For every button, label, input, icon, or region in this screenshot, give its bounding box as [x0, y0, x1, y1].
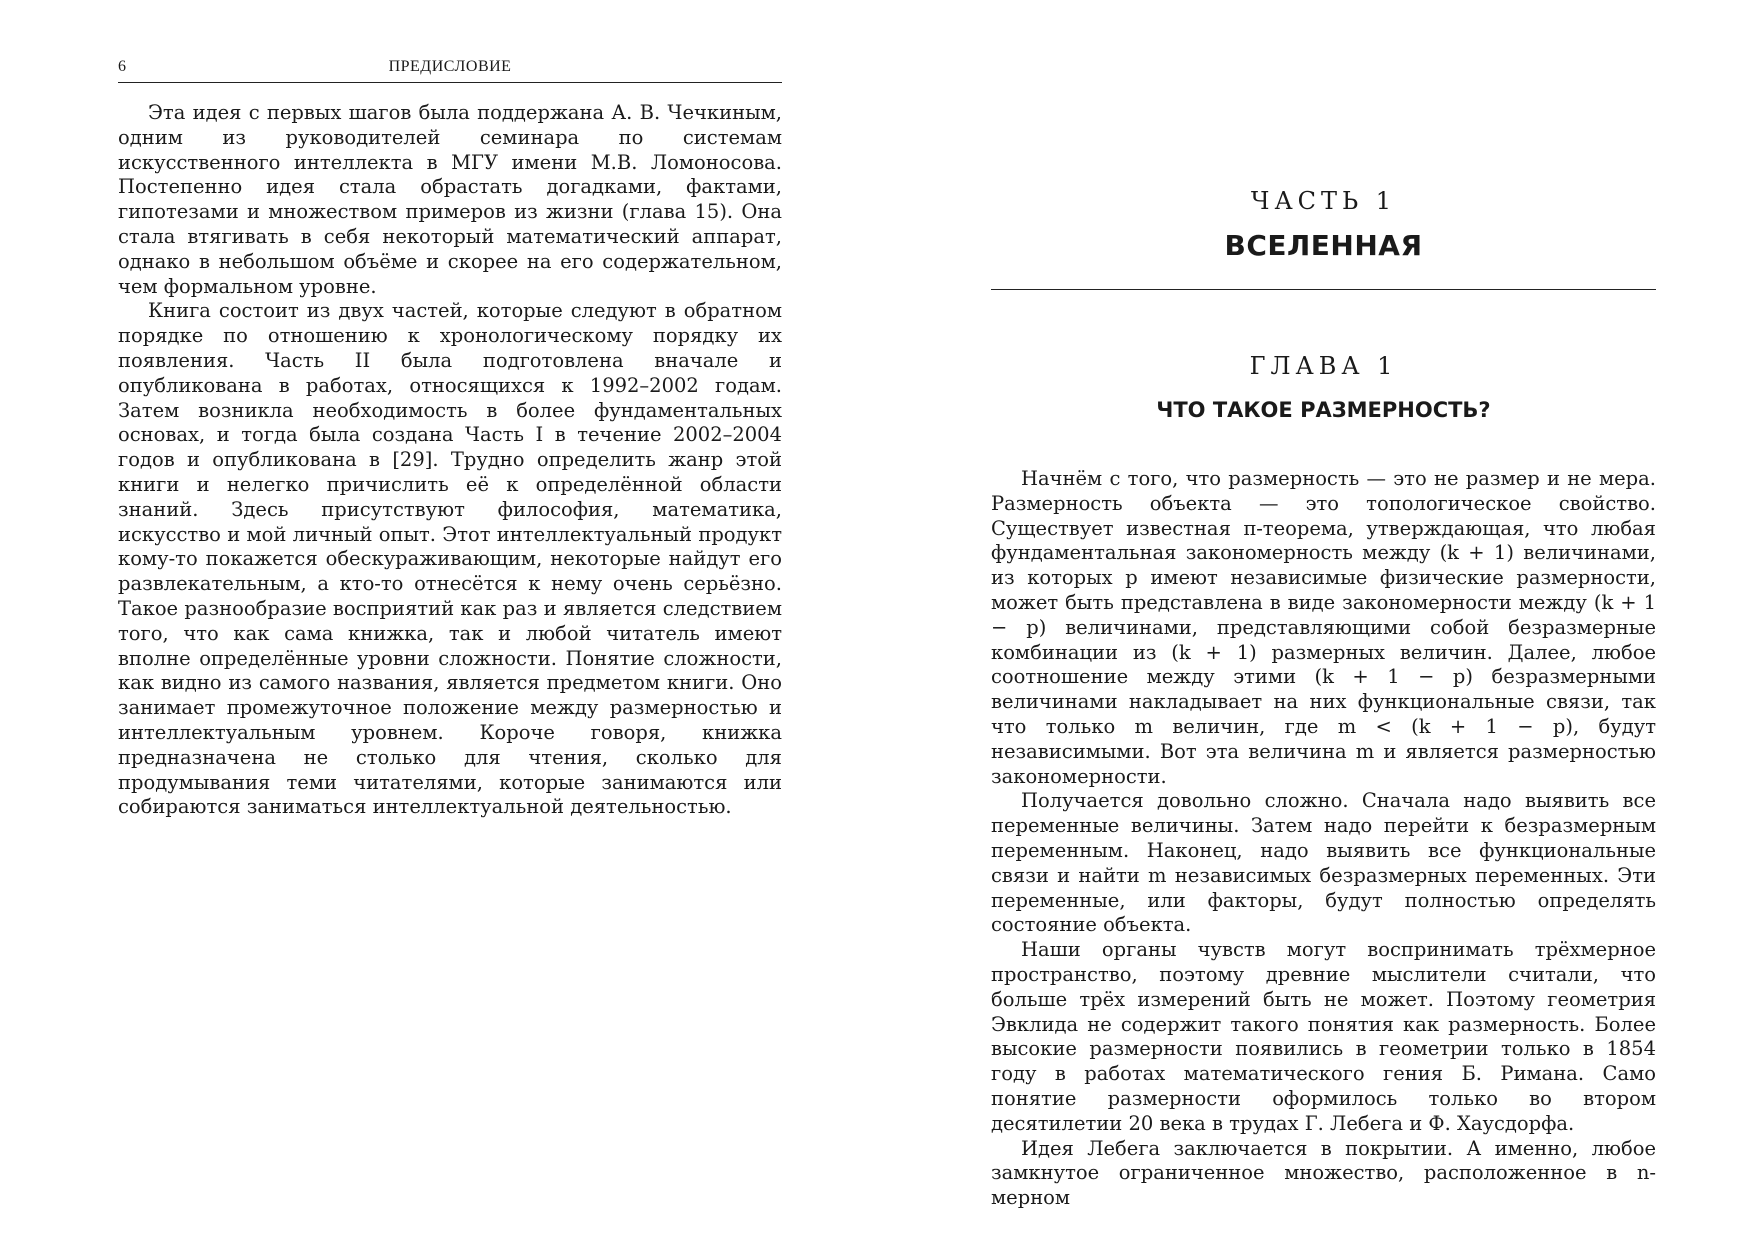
paragraph: Получается довольно сложно. Сначала надо выявить все переменные величины. Затем надо перейти к безразмерным переменным. Наконец, надо выявить все функциональные связи и найти m независимых безразмерных переменных. Эти переменные, или факторы, будут полностью определять состояние объекта.: [991, 789, 1656, 937]
paragraph: Начнём с того, что размерность — это не размер и не мера. Размерность объекта — это топологическое свойство. Существует известная π-теорема, утверждающая, что любая фундаментальная закономерность между (k + 1) величинами, из которых p имеют независимые физические размерности, может быть представлена в виде закономерности между (k + 1 − p) величинами, представляющими собой безразмерные комбинации из (k + 1) размерных величин. Далее, любое соотношение между этими (k + 1 − p) безразмерными величинами накладывает на них функциональные связи, так что только m величин, где m < (k + 1 − p), будут независимыми. Вот эта величина m и является размерностью закономерности.: [991, 467, 1656, 788]
part-label: ЧАСТЬ 1: [1250, 187, 1397, 215]
chapter-label: ГЛАВА 1: [1249, 352, 1398, 380]
chapter-body: [991, 467, 1656, 1211]
paragraph: Эта идея с первых шагов была поддержана А. В. Чечкиным, одним из руководителей семинара по системам искусственного интеллекта в МГУ имени М.В. Ломоносова. Постепенно идея стала обрастать догадками, фактами, гипотезами и множеством примеров из жизни (глава 15). Она стала втягивать в себя некоторый математический аппарат, однако в небольшом объёме и скорее на его содержательном, чем формальном уровне.: [118, 101, 782, 298]
running-head: [118, 58, 782, 83]
page-number: 6: [118, 58, 126, 75]
running-title: ПРЕДИСЛОВИЕ: [388, 58, 512, 75]
preface-body: [118, 101, 782, 820]
part-divider: [991, 289, 1656, 290]
paragraph: Книга состоит из двух частей, которые следуют в обратном порядке по отношению к хронологическому порядку их появления. Часть II была подготовлена вначале и опубликована в работах, относящихся к 1992–2002 годам. Затем возникла необходимость в более фундаментальных основах, и тогда была создана Часть I в течение 2002–2004 годов и опубликована в [29]. Трудно определить жанр этой книги и нелегко причислить её к определённой области знаний. Здесь присутствуют философия, математика, искусство и мой личный опыт. Этот интеллектуальный продукт кому-то покажется обескураживающим, некоторые найдут его развлекательным, а кто-то отнесётся к нему очень серьёзно. Такое разнообразие восприятий как раз и является следствием того, что как сама книжка, так и любой читатель имеют вполне определённые уровни сложности. Понятие сложности, как видно из самого названия, является предметом книги. Оно занимает промежуточное положение между размерностью и интеллектуальным уровнем. Короче говоря, книжка предназначена не столько для чтения, сколько для продумывания теми читателями, которые занимаются или собираются заниматься интеллектуальной деятельностью.: [118, 299, 782, 819]
chapter-title: ЧТО ТАКОЕ РАЗМЕРНОСТЬ?: [1156, 398, 1491, 422]
part-title: ВСЕЛЕННАЯ: [1224, 229, 1423, 262]
paragraph: Идея Лебега заключается в покрытии. А именно, любое замкнутое ограниченное множество, расположенное в n-мерном: [991, 1136, 1656, 1210]
paragraph: Наши органы чувств могут воспринимать трёхмерное пространство, поэтому древние мыслители считали, что больше трёх измерений быть не может. Поэтому геометрия Эвклида не содержит такого понятия как размерность. Более высокие размерности появились в геометрии только в 1854 году в работах математического гения Б. Римана. Само понятие размерности оформилось только во втором десятилетии 20 века в трудах Г. Лебега и Ф. Хаусдорфа.: [991, 938, 1656, 1135]
